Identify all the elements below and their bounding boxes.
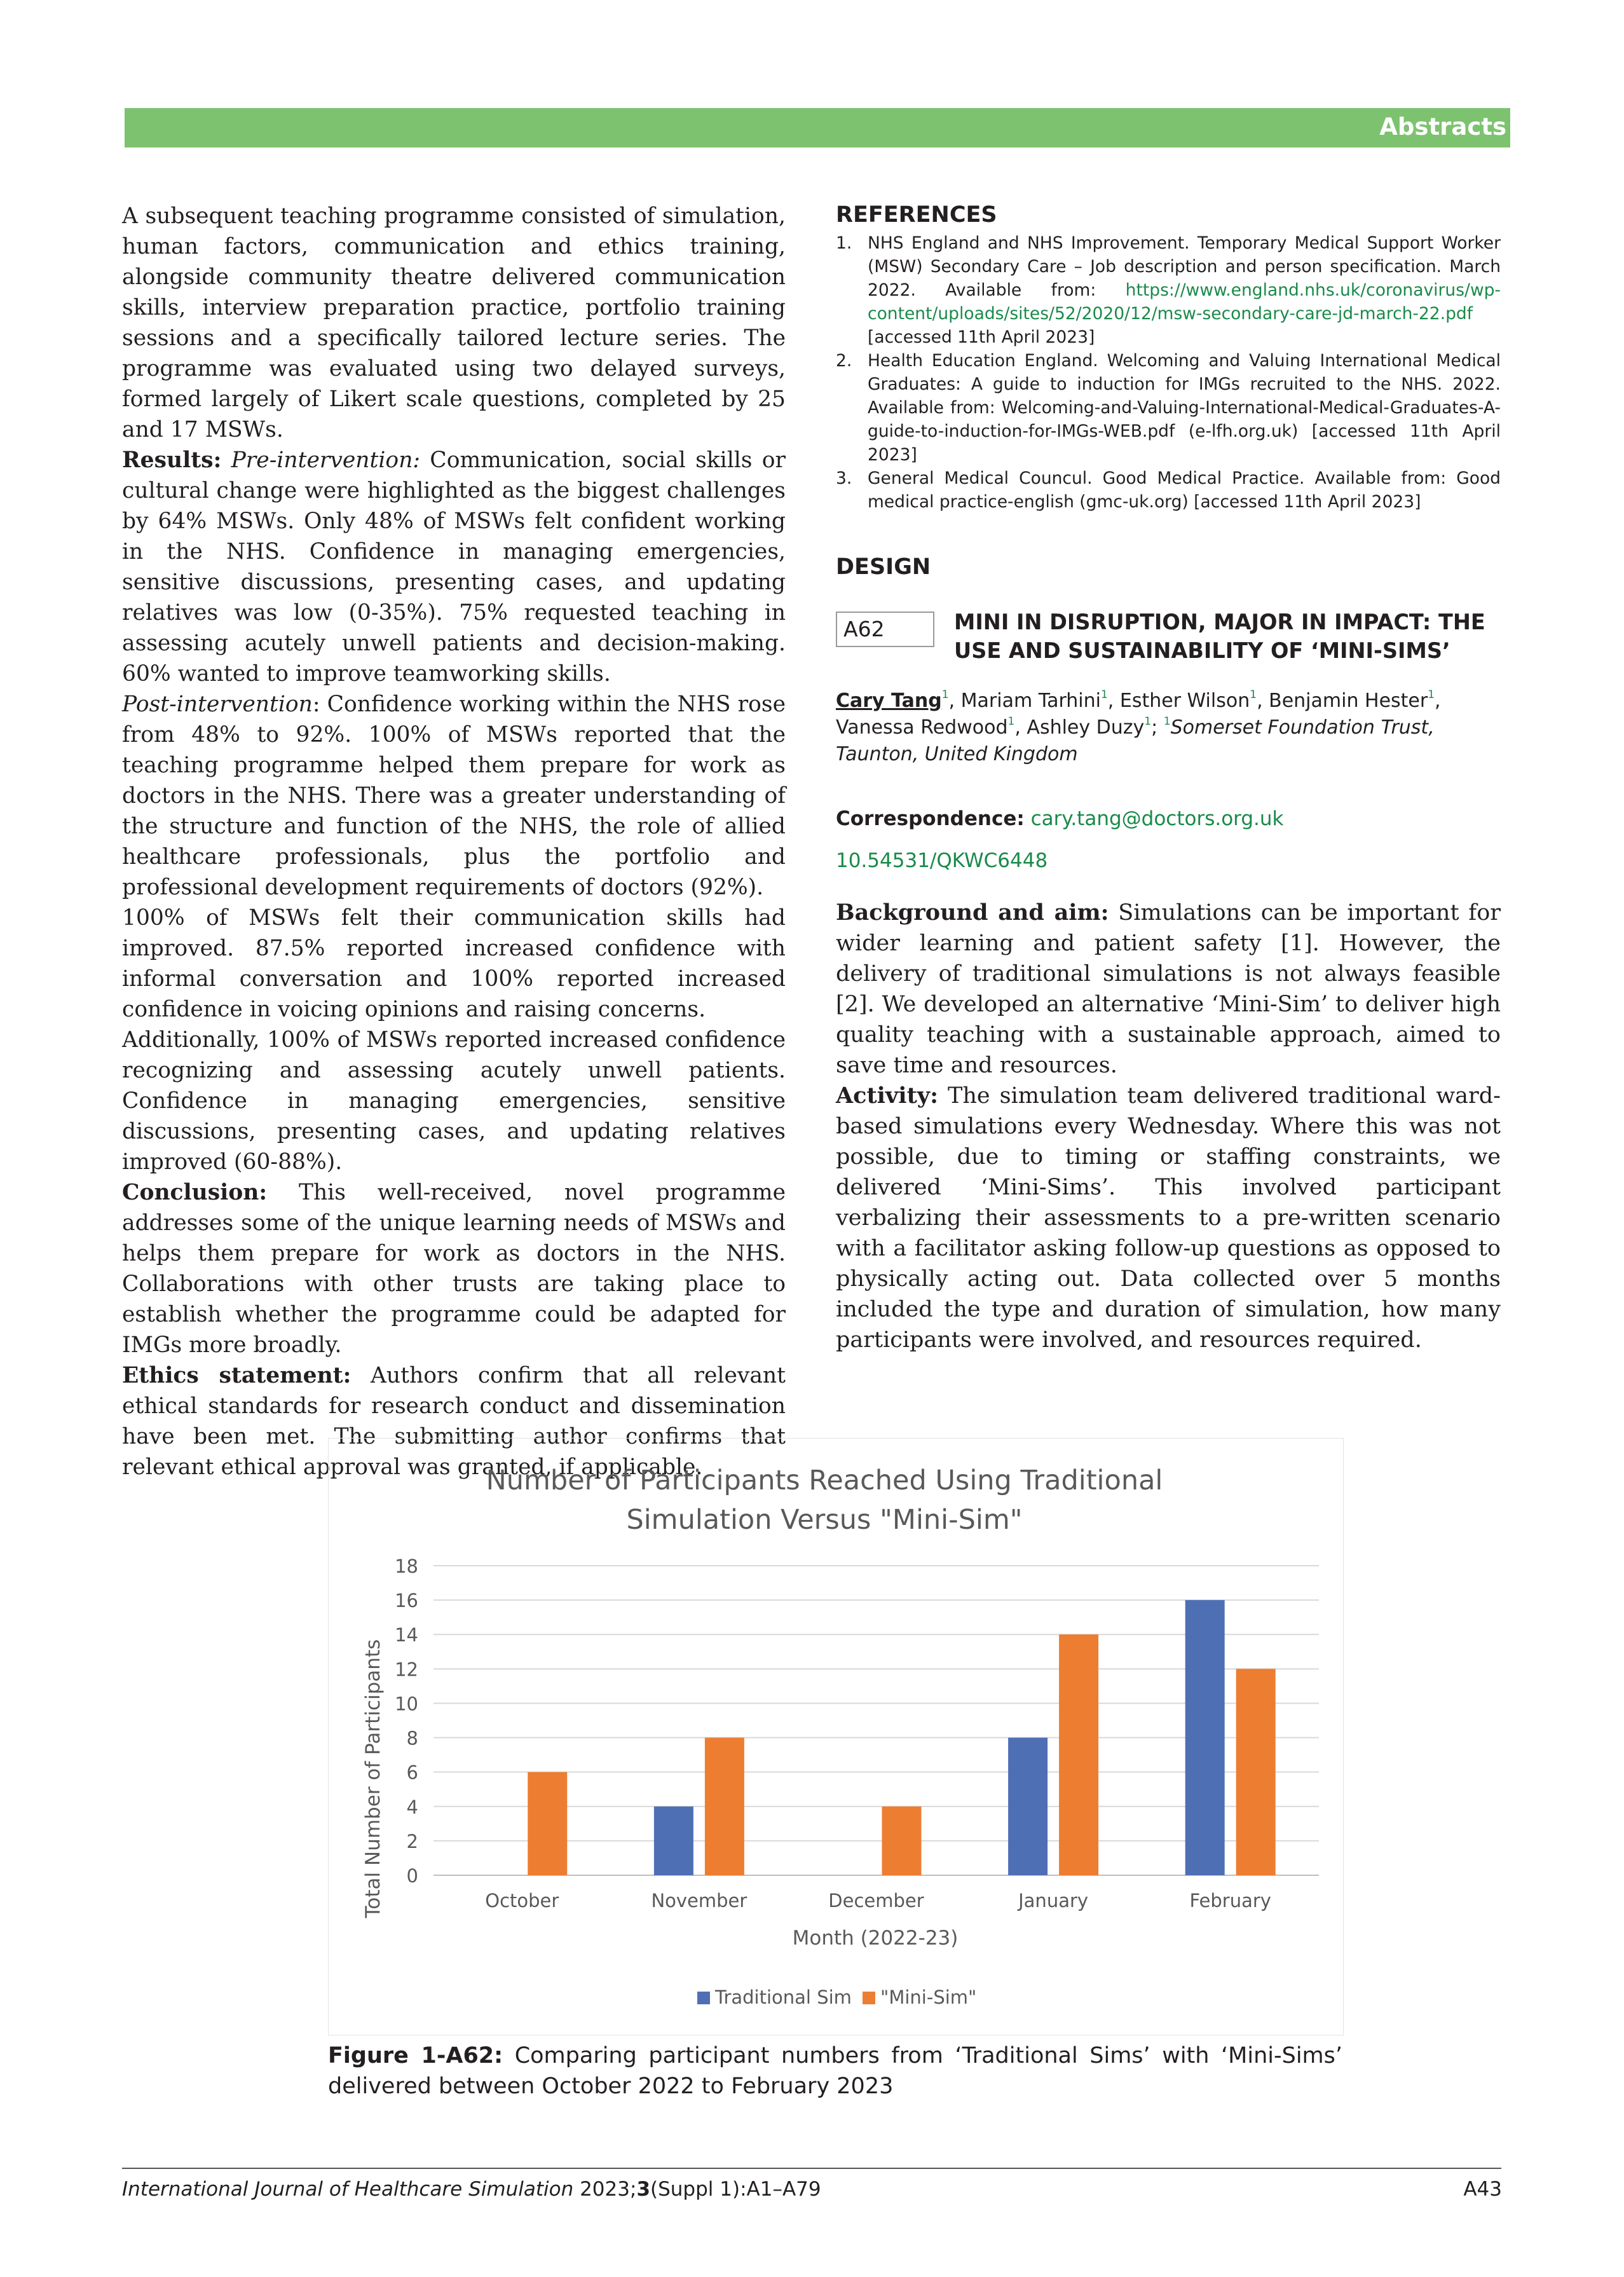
results-text: Communication, social skills or cultural change were highlighted as the biggest challenges by 64% MSWs. Only 48% of MSWs felt confident working in the NHS. Confidence in managing emergencies, sensitive discussions, presenting cases, and updating relatives was low (0-35%). 75% requested teaching in assessing acutely unwell patients and decision-making. 60% wanted to improve teamworking skills. (122, 448, 786, 687)
legend-swatch (863, 1992, 875, 2004)
pre-intervention-label: Pre-intervention: (231, 448, 421, 473)
figure-caption (328, 2041, 1342, 2102)
bar (1185, 1600, 1225, 1875)
y-tick-label: 0 (406, 1865, 418, 1887)
y-tick-label: 4 (406, 1796, 418, 1818)
reference-item (836, 231, 1501, 349)
reference-text: Health Education England. Welcoming and Valuing International Medical Graduates: A guide to induction for IMGs recruited to the NHS. 2022. Available from: Welcoming-and-Valuing-International-Medical-Graduates-A-guide-to-induction-for-IMGs-WEB.pdf (e-lfh.org.uk) [accessed 11th April 2023] (868, 351, 1501, 465)
journal-citation (122, 2178, 821, 2201)
right-column (836, 201, 1501, 1355)
section-title: Abstracts (1379, 113, 1506, 140)
results-paragraph (122, 445, 786, 689)
ethics-text: Authors confirm that all relevant ethical standards for research conduct and dissemination have been met. The submitting author confirms that relevant ethical approval was granted, if applicable. (122, 1363, 786, 1480)
doi-link[interactable]: 10.54531/QKWC6448 (836, 849, 1048, 872)
activity-text: The simulation team delivered traditional ward-based simulations every Wednesday. Where this was not possible, due to timing or staffing constraints, we delivered ‘Mini-Sims’. This involved participant verbalizing their assessments to a pre-written scenario with a facilitator asking follow-up questions as opposed to physically acting out. Data collected over 5 months included the type and duration of simulation, how many participants were involved, and resources required. (836, 1083, 1501, 1353)
y-tick-label: 8 (406, 1727, 418, 1749)
affiliation: Somerset Foundation Trust, Taunton, United Kingdom (836, 716, 1435, 765)
communication-paragraph: 100% of MSWs felt their communication skills had improved. 87.5% reported increased confidence with informal conversation and 100% reported increased confidence in voicing opinions and raising concerns. (122, 905, 786, 1022)
bar (882, 1807, 922, 1875)
author: , Esther Wilson (1107, 690, 1250, 712)
post-intervention-label: Post-intervention (122, 692, 313, 717)
conclusion-text: This well-received, novel programme addresses some of the unique learning needs of MSWs and helps them prepare for work as doctors in the NHS. Collaborations with other trusts are taking place to establish whether the programme could be adapted for IMGs more broadly. (122, 1180, 786, 1358)
ethics-label: Ethics statement: (122, 1363, 351, 1388)
correspondence-label: Correspondence: (836, 807, 1025, 830)
background-text: Simulations can be important for wider learning and patient safety [1]. However, the delivery of traditional simulations is not always feasible [2]. We developed an alternative ‘Mini-Sim’ to deliver high quality teaching with a sustainable approach, aimed to save time and resources. (836, 900, 1501, 1078)
journal-volume: 3 (636, 2178, 651, 2201)
author: , Vanessa Redwood (836, 690, 1441, 739)
y-tick-label: 2 (406, 1830, 418, 1852)
post-intervention-text: : Confidence working within the NHS rose from 48% to 92%. 100% of MSWs reported that the teaching programme helped them prepare for work as doctors in the NHS. There was a greater understanding of the structure and function of the NHS, the role of allied healthcare professionals, plus the portfolio and professional development requirements of doctors (92%). (122, 692, 786, 900)
y-tick-labels (395, 1556, 418, 1887)
reference-text: General Medical Councul. Good Medical Practice. Available from: Good medical practice-english (gmc-uk.org) [accessed 11th April 2023] (868, 468, 1501, 512)
bar (1008, 1738, 1047, 1875)
journal-year: 2023; (573, 2178, 637, 2201)
y-tick-label: 18 (395, 1556, 418, 1577)
reference-item (836, 467, 1501, 514)
journal-name: International Journal of Healthcare Simulation (122, 2178, 574, 2201)
y-tick-label: 16 (395, 1590, 418, 1612)
background-label: Background and aim: (836, 899, 1109, 926)
background-paragraph (836, 898, 1501, 1081)
activity-paragraph (836, 1081, 1501, 1355)
affiliation-marker: 1 (1144, 715, 1152, 728)
chart-legend (697, 1986, 976, 2008)
bar (528, 1772, 567, 1875)
reference-number: 3. (836, 468, 852, 488)
y-axis-label: Total Number of Participants (362, 1639, 385, 1918)
x-tick-label: November (651, 1890, 747, 1911)
author-list: Cary Tang$^1$, Mariam Tarhini$^1$, Esther Wilson$^1$, Benjamin Hester$^1$, Vanessa Redwood$^1$, Ashley Duzy$^1$; $^1$Somerset Foundation Trust, Taunton, United Kingdom (836, 688, 1441, 765)
bar (1236, 1669, 1276, 1875)
y-tick-label: 10 (395, 1693, 418, 1715)
abstract-title: MINI IN DISRUPTION, MAJOR IN IMPACT: THE USE AND SUSTAINABILITY OF ‘MINI-SIMS’ (954, 610, 1485, 663)
affiliation-marker: 1 (941, 688, 949, 701)
y-tick-label: 12 (395, 1658, 418, 1681)
results-label: Results: (122, 448, 222, 473)
legend-swatch (697, 1992, 710, 2004)
abstract-code: A62 (836, 612, 934, 647)
author: , Ashley Duzy (1014, 716, 1145, 739)
correspondence (836, 806, 1501, 831)
references-heading: REFERENCES (836, 202, 997, 228)
figure-label: Figure 1-A62: (328, 2043, 503, 2068)
x-tick-label: February (1189, 1890, 1271, 1911)
affiliation-marker: 1 (1163, 715, 1171, 728)
reference-item (836, 349, 1501, 467)
reference-link[interactable]: https://www.england.nhs.uk/coronavirus/wp-content/uploads/sites/52/2020/12/msw-secondary-care-jd-march-22.pdf (868, 280, 1501, 324)
first-author: Cary Tang (836, 690, 942, 712)
x-tick-label: December (828, 1890, 924, 1911)
legend-label: Traditional Sim (715, 1986, 852, 2008)
bar (1059, 1634, 1098, 1875)
page-number: A43 (1463, 2178, 1502, 2201)
reference-number: 2. (836, 351, 852, 371)
reference-number: 1. (836, 233, 852, 253)
affiliation-marker: 1 (1007, 715, 1015, 728)
chart-container (328, 1438, 1344, 2035)
conclusion-paragraph (122, 1177, 786, 1360)
journal-supplement: (Suppl 1):A1–A79 (650, 2178, 821, 2201)
post-intervention-paragraph (122, 689, 786, 903)
bar-chart (329, 1439, 1343, 2035)
chart-title-line2: Simulation Versus "Mini-Sim" (626, 1504, 1023, 1536)
activity-label: Activity: (836, 1083, 938, 1109)
x-tick-label: January (1018, 1890, 1089, 1911)
author: , Mariam Tarhini (948, 690, 1101, 712)
references-list (836, 231, 1501, 514)
author: , Benjamin Hester (1257, 690, 1428, 712)
affiliation-marker: 1 (1428, 688, 1435, 701)
legend-label: "Mini-Sim" (880, 1986, 977, 2008)
section-banner (125, 108, 1510, 147)
additional-paragraph: Additionally, 100% of MSWs reported increased confidence recognizing and assessing acutely unwell patients. Confidence in managing emergencies, sensitive discussions, presenting cases, and updating relatives improved (60-88%). (122, 1027, 786, 1175)
x-tick-labels (485, 1890, 1271, 1911)
bar (705, 1738, 744, 1875)
abstract-header (836, 610, 1501, 680)
left-column (122, 201, 786, 1482)
conclusion-label: Conclusion: (122, 1180, 268, 1205)
bar (654, 1807, 693, 1875)
x-tick-label: October (485, 1890, 559, 1911)
x-axis-label: Month (2022-23) (792, 1927, 959, 1950)
design-heading: DESIGN (836, 554, 931, 580)
figure-text: Comparing participant numbers from ‘Traditional Sims’ with ‘Mini-Sims’ delivered between October 2022 to February 2023 (328, 2043, 1342, 2099)
affiliation-marker: 1 (1250, 688, 1257, 701)
footer-divider (122, 2168, 1501, 2169)
y-tick-label: 6 (406, 1761, 418, 1784)
reference-tail: [accessed 11th April 2023] (868, 327, 1095, 347)
affiliation-marker: 1 (1100, 688, 1108, 701)
correspondence-email[interactable]: cary.tang@doctors.org.uk (1030, 807, 1284, 830)
intro-paragraph: A subsequent teaching programme consisted of simulation, human factors, communication and ethics training, alongside community theatre delivered communication skills, interview preparation practice, portfolio training sessions and a specifically tailored lecture series. The programme was evaluated using two delayed surveys, formed largely of Likert scale questions, completed by 25 and 17 MSWs. (122, 203, 786, 442)
y-tick-label: 14 (395, 1624, 418, 1646)
chart-title-line1: Number of Participants Reached Using Traditional (486, 1465, 1163, 1496)
reference-text: NHS England and NHS Improvement. Temporary Medical Support Worker (MSW) Secondary Care – Job description and person specification. March 2022. Available from: (868, 233, 1501, 300)
